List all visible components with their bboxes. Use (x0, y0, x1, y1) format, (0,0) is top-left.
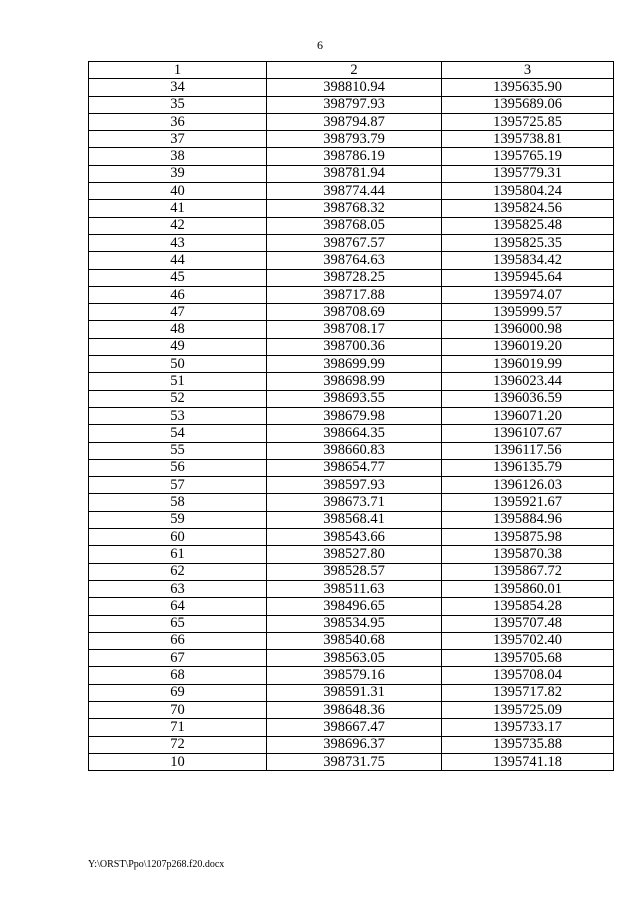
y-coordinate-cell: 1395717.82 (442, 684, 614, 701)
point-number-cell: 68 (89, 667, 267, 684)
y-coordinate-cell: 1396000.98 (442, 321, 614, 338)
y-coordinate-cell: 1395689.06 (442, 96, 614, 113)
y-coordinate-cell: 1395741.18 (442, 753, 614, 770)
point-number-cell: 50 (89, 356, 267, 373)
point-number-cell: 66 (89, 632, 267, 649)
x-coordinate-cell: 398768.32 (267, 200, 442, 217)
y-coordinate-cell: 1395854.28 (442, 598, 614, 615)
table-row (89, 183, 614, 200)
y-coordinate-cell: 1395884.96 (442, 511, 614, 528)
point-number-cell: 36 (89, 113, 267, 130)
y-coordinate-cell: 1395733.17 (442, 719, 614, 736)
table-row (89, 667, 614, 684)
x-coordinate-cell: 398654.77 (267, 459, 442, 476)
point-number-cell: 46 (89, 286, 267, 303)
x-coordinate-cell: 398540.68 (267, 632, 442, 649)
x-coordinate-cell: 398774.44 (267, 183, 442, 200)
y-coordinate-cell: 1395867.72 (442, 563, 614, 580)
page-number: 6 (317, 38, 323, 52)
x-coordinate-cell: 398797.93 (267, 96, 442, 113)
table-row (89, 719, 614, 736)
point-number-cell: 52 (89, 390, 267, 407)
table-row (89, 632, 614, 649)
point-number-cell: 56 (89, 459, 267, 476)
table-row (89, 580, 614, 597)
table-row (89, 165, 614, 182)
table-row (89, 234, 614, 251)
y-coordinate-cell: 1395825.48 (442, 217, 614, 234)
y-coordinate-cell: 1395738.81 (442, 131, 614, 148)
x-coordinate-cell: 398693.55 (267, 390, 442, 407)
table-body (89, 79, 614, 771)
table-row (89, 598, 614, 615)
table-row (89, 373, 614, 390)
x-coordinate-cell: 398660.83 (267, 442, 442, 459)
x-coordinate-cell: 398667.47 (267, 719, 442, 736)
table-row (89, 131, 614, 148)
point-number-cell: 39 (89, 165, 267, 182)
x-coordinate-cell: 398767.57 (267, 234, 442, 251)
point-number-cell: 60 (89, 529, 267, 546)
table-row (89, 511, 614, 528)
x-coordinate-cell: 398579.16 (267, 667, 442, 684)
y-coordinate-cell: 1395921.67 (442, 494, 614, 511)
y-coordinate-cell: 1395999.57 (442, 304, 614, 321)
x-coordinate-cell: 398511.63 (267, 580, 442, 597)
table-row (89, 529, 614, 546)
x-coordinate-cell: 398764.63 (267, 252, 442, 269)
x-coordinate-cell: 398786.19 (267, 148, 442, 165)
y-coordinate-cell: 1396071.20 (442, 407, 614, 424)
y-coordinate-cell: 1396036.59 (442, 390, 614, 407)
x-coordinate-cell: 398528.57 (267, 563, 442, 580)
y-coordinate-cell: 1396126.03 (442, 477, 614, 494)
point-number-cell: 53 (89, 407, 267, 424)
x-coordinate-cell: 398673.71 (267, 494, 442, 511)
table-row (89, 338, 614, 355)
x-coordinate-cell: 398768.05 (267, 217, 442, 234)
x-coordinate-cell: 398699.99 (267, 356, 442, 373)
y-coordinate-cell: 1395974.07 (442, 286, 614, 303)
x-coordinate-cell: 398534.95 (267, 615, 442, 632)
y-coordinate-cell: 1395707.48 (442, 615, 614, 632)
y-coordinate-cell: 1395708.04 (442, 667, 614, 684)
x-coordinate-cell: 398810.94 (267, 79, 442, 96)
table-row (89, 407, 614, 424)
x-coordinate-cell: 398527.80 (267, 546, 442, 563)
x-coordinate-cell: 398563.05 (267, 650, 442, 667)
x-coordinate-cell: 398781.94 (267, 165, 442, 182)
y-coordinate-cell: 1395702.40 (442, 632, 614, 649)
y-coordinate-cell: 1395635.90 (442, 79, 614, 96)
x-coordinate-cell: 398664.35 (267, 425, 442, 442)
point-number-cell: 37 (89, 131, 267, 148)
x-coordinate-cell: 398698.99 (267, 373, 442, 390)
table-row (89, 79, 614, 96)
table-header (89, 62, 614, 79)
y-coordinate-cell: 1396135.79 (442, 459, 614, 476)
point-number-cell: 45 (89, 269, 267, 286)
footer-file-path: Y:\ORST\Ppo\1207p268.f20.docx (88, 859, 225, 870)
table-row (89, 459, 614, 476)
y-coordinate-cell: 1395705.68 (442, 650, 614, 667)
point-number-cell: 59 (89, 511, 267, 528)
x-coordinate-cell: 398793.79 (267, 131, 442, 148)
table-row (89, 563, 614, 580)
point-number-cell: 47 (89, 304, 267, 321)
table-row (89, 148, 614, 165)
coordinates-table (88, 61, 614, 771)
point-number-cell: 49 (89, 338, 267, 355)
x-coordinate-cell: 398648.36 (267, 701, 442, 718)
point-number-cell: 54 (89, 425, 267, 442)
y-coordinate-cell: 1395804.24 (442, 183, 614, 200)
y-coordinate-cell: 1396023.44 (442, 373, 614, 390)
y-coordinate-cell: 1395870.38 (442, 546, 614, 563)
header-cell-2: 2 (267, 62, 442, 79)
table-row (89, 356, 614, 373)
point-number-cell: 69 (89, 684, 267, 701)
x-coordinate-cell: 398728.25 (267, 269, 442, 286)
y-coordinate-cell: 1396019.20 (442, 338, 614, 355)
y-coordinate-cell: 1395875.98 (442, 529, 614, 546)
point-number-cell: 61 (89, 546, 267, 563)
table-row (89, 390, 614, 407)
point-number-cell: 35 (89, 96, 267, 113)
table-row (89, 252, 614, 269)
table-row (89, 217, 614, 234)
x-coordinate-cell: 398731.75 (267, 753, 442, 770)
point-number-cell: 55 (89, 442, 267, 459)
y-coordinate-cell: 1395765.19 (442, 148, 614, 165)
table-row (89, 96, 614, 113)
point-number-cell: 58 (89, 494, 267, 511)
point-number-cell: 43 (89, 234, 267, 251)
x-coordinate-cell: 398591.31 (267, 684, 442, 701)
point-number-cell: 57 (89, 477, 267, 494)
table-row (89, 494, 614, 511)
y-coordinate-cell: 1395824.56 (442, 200, 614, 217)
header-row (89, 62, 614, 79)
y-coordinate-cell: 1395825.35 (442, 234, 614, 251)
point-number-cell: 62 (89, 563, 267, 580)
y-coordinate-cell: 1396019.99 (442, 356, 614, 373)
point-number-cell: 41 (89, 200, 267, 217)
y-coordinate-cell: 1395860.01 (442, 580, 614, 597)
y-coordinate-cell: 1395735.88 (442, 736, 614, 753)
point-number-cell: 64 (89, 598, 267, 615)
y-coordinate-cell: 1395779.31 (442, 165, 614, 182)
x-coordinate-cell: 398568.41 (267, 511, 442, 528)
x-coordinate-cell: 398794.87 (267, 113, 442, 130)
point-number-cell: 34 (89, 79, 267, 96)
point-number-cell: 48 (89, 321, 267, 338)
x-coordinate-cell: 398708.17 (267, 321, 442, 338)
x-coordinate-cell: 398696.37 (267, 736, 442, 753)
y-coordinate-cell: 1395945.64 (442, 269, 614, 286)
table-row (89, 477, 614, 494)
table-row (89, 442, 614, 459)
x-coordinate-cell: 398679.98 (267, 407, 442, 424)
table-row (89, 286, 614, 303)
y-coordinate-cell: 1395725.09 (442, 701, 614, 718)
x-coordinate-cell: 398597.93 (267, 477, 442, 494)
y-coordinate-cell: 1395834.42 (442, 252, 614, 269)
table-row (89, 753, 614, 770)
x-coordinate-cell: 398496.65 (267, 598, 442, 615)
x-coordinate-cell: 398717.88 (267, 286, 442, 303)
point-number-cell: 72 (89, 736, 267, 753)
table-row (89, 701, 614, 718)
point-number-cell: 38 (89, 148, 267, 165)
table-row (89, 425, 614, 442)
point-number-cell: 51 (89, 373, 267, 390)
header-cell-1: 1 (89, 62, 267, 79)
table-row (89, 269, 614, 286)
y-coordinate-cell: 1396107.67 (442, 425, 614, 442)
x-coordinate-cell: 398708.69 (267, 304, 442, 321)
table-row (89, 546, 614, 563)
point-number-cell: 10 (89, 753, 267, 770)
table-row (89, 684, 614, 701)
point-number-cell: 63 (89, 580, 267, 597)
table-row (89, 615, 614, 632)
table-row (89, 304, 614, 321)
header-cell-3: 3 (442, 62, 614, 79)
point-number-cell: 70 (89, 701, 267, 718)
point-number-cell: 44 (89, 252, 267, 269)
y-coordinate-cell: 1395725.85 (442, 113, 614, 130)
table-row (89, 736, 614, 753)
table-row (89, 200, 614, 217)
table-row (89, 650, 614, 667)
point-number-cell: 65 (89, 615, 267, 632)
point-number-cell: 40 (89, 183, 267, 200)
y-coordinate-cell: 1396117.56 (442, 442, 614, 459)
point-number-cell: 42 (89, 217, 267, 234)
table-row (89, 321, 614, 338)
x-coordinate-cell: 398700.36 (267, 338, 442, 355)
x-coordinate-cell: 398543.66 (267, 529, 442, 546)
table-row (89, 113, 614, 130)
point-number-cell: 67 (89, 650, 267, 667)
point-number-cell: 71 (89, 719, 267, 736)
